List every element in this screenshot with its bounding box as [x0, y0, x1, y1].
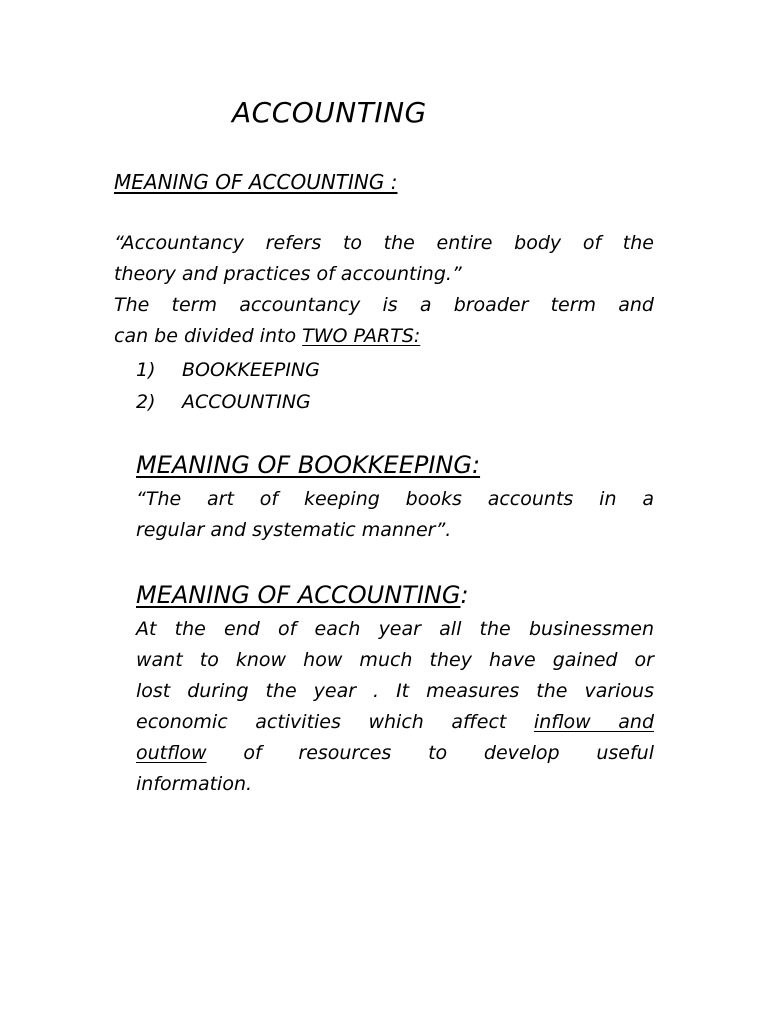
accounting-line-2: want to know how much they have gained or [136, 649, 654, 671]
list-item-number: 2) [136, 391, 156, 413]
accounting-line-5-suffix: of resources to develop useful [206, 742, 654, 764]
bookkeeping-definition [136, 484, 654, 546]
outflow-underlined: outflow [136, 742, 207, 764]
list-item-label: BOOKKEEPING [182, 359, 320, 381]
bookkeeping-line-2: regular and systematic manner”. [136, 519, 452, 541]
accounting-line-3: lost during the year . It measures the various [136, 680, 654, 702]
accounting-line-4-prefix: economic activities which affect [136, 711, 534, 733]
accountancy-term-line-1: The term accountancy is a broader term and [114, 294, 654, 316]
list-item [136, 386, 320, 418]
heading-accounting-colon: : [460, 581, 469, 609]
parts-list [136, 354, 320, 418]
list-item-number: 1) [136, 359, 156, 381]
accounting-line-1: At the end of each year all the businessmen [136, 618, 654, 640]
list-item [136, 354, 320, 386]
accounting-definition [136, 614, 654, 800]
accountancy-quote-line-2: theory and practices of accounting.” [114, 263, 462, 285]
accounting-line-4 [136, 707, 654, 738]
list-item-label: ACCOUNTING [182, 391, 311, 413]
term-line-2-prefix: can be divided into [114, 325, 303, 347]
accounting-line-5 [136, 738, 654, 769]
accountancy-quote-line-1: “Accountancy refers to the entire body of the [114, 232, 654, 254]
heading-meaning-of-bookkeeping: MEANING OF BOOKKEEPING: [136, 451, 481, 479]
accounting-line-6: information. [136, 773, 253, 795]
accountancy-term-line-2 [114, 321, 654, 352]
accountancy-definition-paragraph [114, 228, 654, 352]
document-title: ACCOUNTING [232, 96, 427, 129]
two-parts-underlined: TWO PARTS: [302, 325, 421, 347]
bookkeeping-line-1: “The art of keeping books accounts in a [136, 488, 654, 510]
heading-meaning-of-accounting [136, 581, 469, 609]
heading-accounting-underlined: MEANING OF ACCOUNTING [136, 581, 461, 609]
heading-meaning-of-accounting-intro: MEANING OF ACCOUNTING : [114, 170, 398, 194]
inflow-and-underlined: inflow and [533, 711, 655, 733]
